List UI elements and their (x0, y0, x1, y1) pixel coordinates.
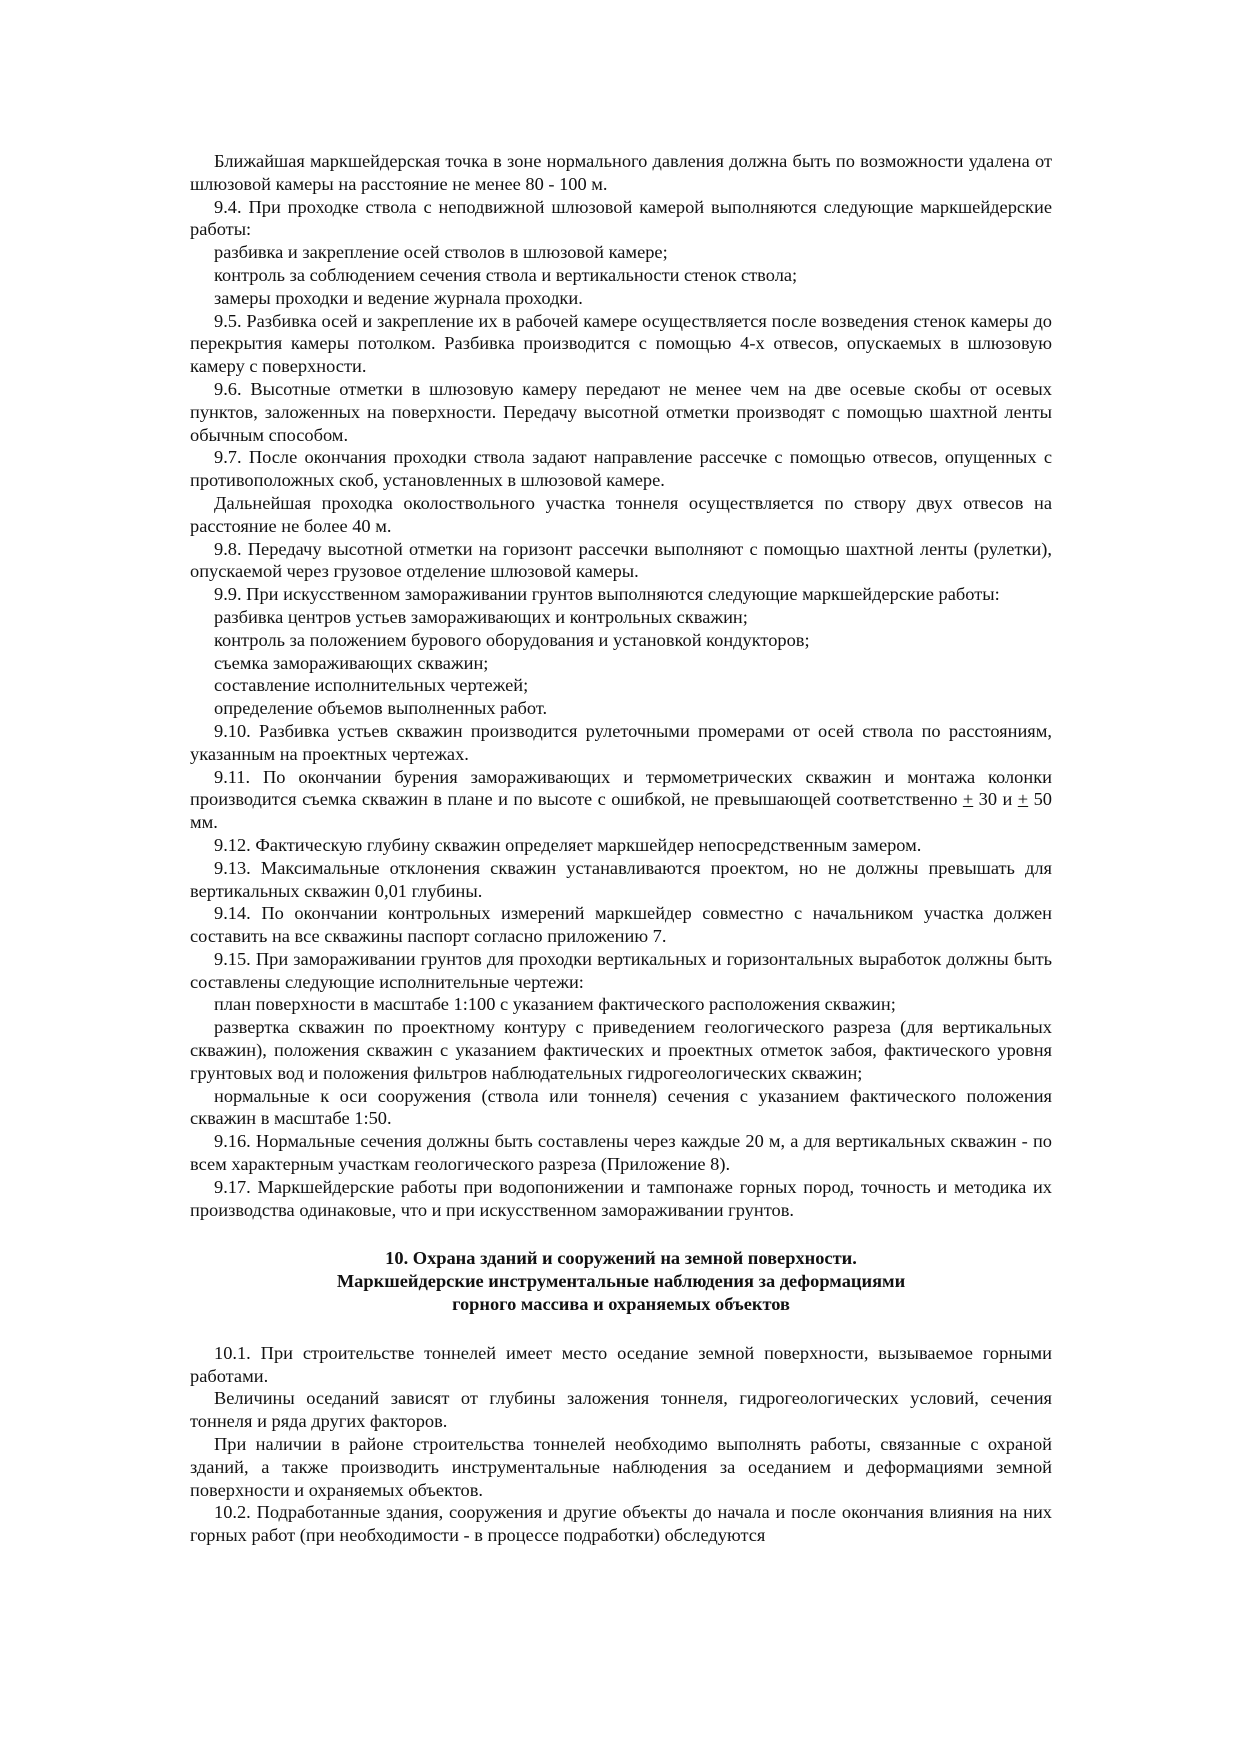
paragraph: 9.12. Фактическую глубину скважин определяет маркшейдер непосредственным замером. (214, 834, 922, 855)
list-item: замеры проходки и ведение журнала проходки. (214, 287, 583, 308)
paragraph: 9.17. Маркшейдерские работы при водопонижении и тампонаже горных пород, точность и методика их производства одинаковые, что и при искусственном замораживании грунтов. (190, 1176, 1052, 1220)
paragraph-9-11 (190, 766, 1052, 834)
paragraph: 9.5. Разбивка осей и закрепление их в рабочей камере осуществляется после возведения стенок камеры до перекрытия камеры потолком. Разбивка производится с помощью 4-х отвесов, опускаемых в шлюзовую камеру с поверхности. (190, 310, 1052, 377)
document-page (190, 150, 1052, 1547)
list-item: контроль за соблюдением сечения ствола и вертикальности стенок ствола; (214, 264, 798, 285)
paragraph: 9.9. При искусственном замораживании грунтов выполняются следующие маркшейдерские работы: (214, 584, 1000, 605)
plus-minus-sign: + (1017, 789, 1029, 810)
section-heading (190, 1247, 1052, 1315)
list-item: контроль за положением бурового оборудования и установкой кондукторов; (214, 629, 810, 650)
paragraph: 9.8. Передачу высотной отметки на горизонт рассечки выполняют с помощью шахтной ленты (рулетки), опускаемой через грузовое отделение шлюзовой камеры. (190, 538, 1052, 582)
paragraph: 9.13. Максимальные отклонения скважин устанавливаются проектом, но не должны превышать для вертикальных скважин 0,01 глубины. (190, 857, 1052, 901)
list-item: разбивка центров устьев замораживающих и контрольных скважин; (214, 606, 748, 627)
list-item: план поверхности в масштабе 1:100 с указанием фактического расположения скважин; (214, 994, 896, 1015)
text-segment: 30 и (973, 789, 1018, 810)
paragraph: Ближайшая маркшейдерская точка в зоне нормального давления должна быть по возможности удалена от шлюзовой камеры на расстояние не менее 80 - 100 м. (190, 151, 1052, 194)
list-item: определение объемов выполненных работ. (214, 698, 548, 719)
heading-line: Маркшейдерские инструментальные наблюдения за деформациями (336, 1271, 906, 1292)
paragraph: При наличии в районе строительства тоннелей необходимо выполнять работы, связанные с охраной зданий, а также производить инструментальные наблюдения за оседанием и деформациями земной поверхности и охраняемых объектов. (190, 1434, 1052, 1500)
list-item: составление исполнительных чертежей; (214, 675, 529, 696)
paragraph: 9.10. Разбивка устьев скважин производится рулеточными промерами от осей ствола по расстояниям, указанным на проектных чертежах. (190, 720, 1052, 764)
paragraph: 9.14. По окончании контрольных измерений маркшейдер совместно с начальником участка должен составить на все скважины паспорт согласно приложению 7. (190, 903, 1052, 947)
paragraph: 10.1. При строительстве тоннелей имеет место оседание земной поверхности, вызываемое горными работами. (190, 1342, 1052, 1386)
paragraph: 9.16. Нормальные сечения должны быть составлены через каждые 20 м, а для вертикальных скважин - по всем характерным участкам геологического разреза (Приложение 8). (190, 1131, 1052, 1175)
plus-minus-sign: + (962, 789, 974, 810)
paragraph: 9.4. При проходке ствола с неподвижной шлюзовой камерой выполняются следующие маркшейдерские работы: (190, 196, 1052, 240)
list-item: разбивка и закрепление осей стволов в шлюзовой камере; (214, 242, 668, 263)
paragraph: 10.2. Подработанные здания, сооружения и другие объекты до начала и после окончания влияния на них горных работ (при необходимости - в процессе подработки) обследуются (190, 1502, 1052, 1546)
heading-line: 10. Охрана зданий и сооружений на земной поверхности. (385, 1248, 857, 1269)
text-segment: 50 мм. (190, 789, 1053, 833)
paragraph: 9.15. При замораживании грунтов для проходки вертикальных и горизонтальных выработок должны быть составлены следующие исполнительные чертежи: (190, 948, 1052, 992)
paragraph: 9.7. После окончания проходки ствола задают направление рассечке с помощью отвесов, опущенных с противоположных скоб, установленных в шлюзовой камере. (190, 447, 1052, 491)
list-item: нормальные к оси сооружения (ствола или тоннеля) сечения с указанием фактического положения скважин в масштабе 1:50. (190, 1085, 1052, 1129)
list-item: съемка замораживающих скважин; (214, 652, 489, 673)
list-item: развертка скважин по проектному контуру с приведением геологического разреза (для вертикальных скважин), положения скважин с указанием фактических и проектных отметок забоя, фактического уровня грунтовых вод и положения фильтров наблюдательных гидрогеологических скважин; (190, 1017, 1052, 1083)
paragraph: Величины оседаний зависят от глубины заложения тоннеля, гидрогеологических условий, сечения тоннеля и ряда других факторов. (190, 1388, 1052, 1432)
text-segment: 9.11. По окончании бурения замораживающих и термометрических скважин и монтажа колонки производится съемка скважин в плане и по высоте с ошибкой, не превышающей соответственно (190, 766, 1052, 810)
heading-line: горного массива и охраняемых объектов (452, 1294, 790, 1315)
paragraph: Дальнейшая проходка околоствольного участка тоннеля осуществляется по створу двух отвесов на расстояние не более 40 м. (190, 492, 1052, 536)
paragraph: 9.6. Высотные отметки в шлюзовую камеру передают не менее чем на две осевые скобы от осевых пунктов, заложенных на поверхности. Передачу высотной отметки производят с помощью шахтной ленты обычным способом. (190, 378, 1052, 445)
